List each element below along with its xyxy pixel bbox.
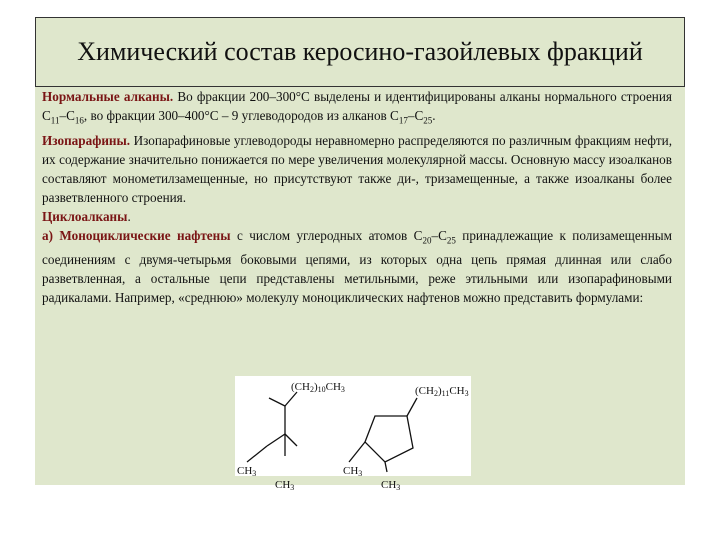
paragraph-isoparaffins xyxy=(42,131,672,207)
subscript: 16 xyxy=(74,115,84,126)
text: , во фракции 300–400°С – 9 углеводородов из алканов С xyxy=(83,108,399,123)
bond xyxy=(407,398,417,416)
text: Изопарафиновые углеводороды неравномерно распределяются по различным фракциям нефти, их содержание значительно понижается по мере увеличения молекулярной массы. Основную массу изоалканов составляют монометилзамещенные, но присутствуют также ди-, тризамещенные, а также изоалканы более разветвленного строения. xyxy=(42,132,672,205)
body-text xyxy=(42,87,672,307)
subscript: 11 xyxy=(50,115,60,126)
paragraph-normal-alkanes xyxy=(42,87,672,131)
slide-title: Химический состав керосино-газойлевых фракций xyxy=(77,37,643,66)
slide xyxy=(35,17,685,492)
heading-normal-alkanes: Нормальные алканы. xyxy=(42,89,174,104)
bond xyxy=(269,398,285,406)
bond xyxy=(285,434,297,446)
structural-formulas-figure xyxy=(235,376,471,492)
bond xyxy=(385,462,387,472)
heading-isoparaffins: Изопарафины. xyxy=(42,132,131,148)
bond xyxy=(349,442,365,462)
subscript: 20 xyxy=(422,235,432,246)
left-ch3-left-label: CH3 xyxy=(237,465,257,478)
left-molecule xyxy=(247,392,297,462)
right-ch3-bottom-label: CH3 xyxy=(381,479,401,492)
bond xyxy=(267,434,285,446)
text: . xyxy=(127,208,131,224)
text: . xyxy=(432,108,436,123)
ring xyxy=(365,416,413,462)
bond xyxy=(247,446,267,462)
text: –С xyxy=(431,227,447,243)
heading-cycloalkanes: Циклоалканы xyxy=(42,208,128,224)
heading-monocyclic-naphthenes: а) Моноциклические нафтены xyxy=(42,227,231,243)
text: Во фракции 200–300°С выделены и идентифицированы алканы нормального строения С xyxy=(42,89,672,123)
left-ch3-bottom-label: CH3 xyxy=(275,479,295,492)
right-molecule xyxy=(349,398,417,472)
paragraph-monocyclic-naphthenes xyxy=(42,226,672,308)
paragraph-cycloalkanes xyxy=(42,207,672,226)
text: –С xyxy=(407,108,424,123)
structural-formulas-svg xyxy=(235,376,471,492)
right-chain-label: (CH2)11CH3 xyxy=(415,385,469,398)
bond xyxy=(285,392,297,406)
subscript: 17 xyxy=(398,115,408,126)
title-box xyxy=(35,17,685,87)
subscript: 25 xyxy=(446,235,456,246)
text: принадлежащие к полизамещенным соединениям с двумя-четырьмя боковыми цепями, из которых одна цепь прямая длинная или слабо разветвленная, а остальные цепи представлены метильными, реже этильными или изопарафиновыми радикалами. Например, «среднюю» молекулу моноциклических нафтенов можно представить формулами: xyxy=(42,227,673,306)
subscript: 25 xyxy=(423,115,433,126)
text: –С xyxy=(59,108,75,123)
left-chain-label: (CH2)10CH3 xyxy=(291,381,345,394)
text: с числом углеродных атомов С xyxy=(230,227,423,243)
right-ch3-left-label: CH3 xyxy=(343,465,363,478)
